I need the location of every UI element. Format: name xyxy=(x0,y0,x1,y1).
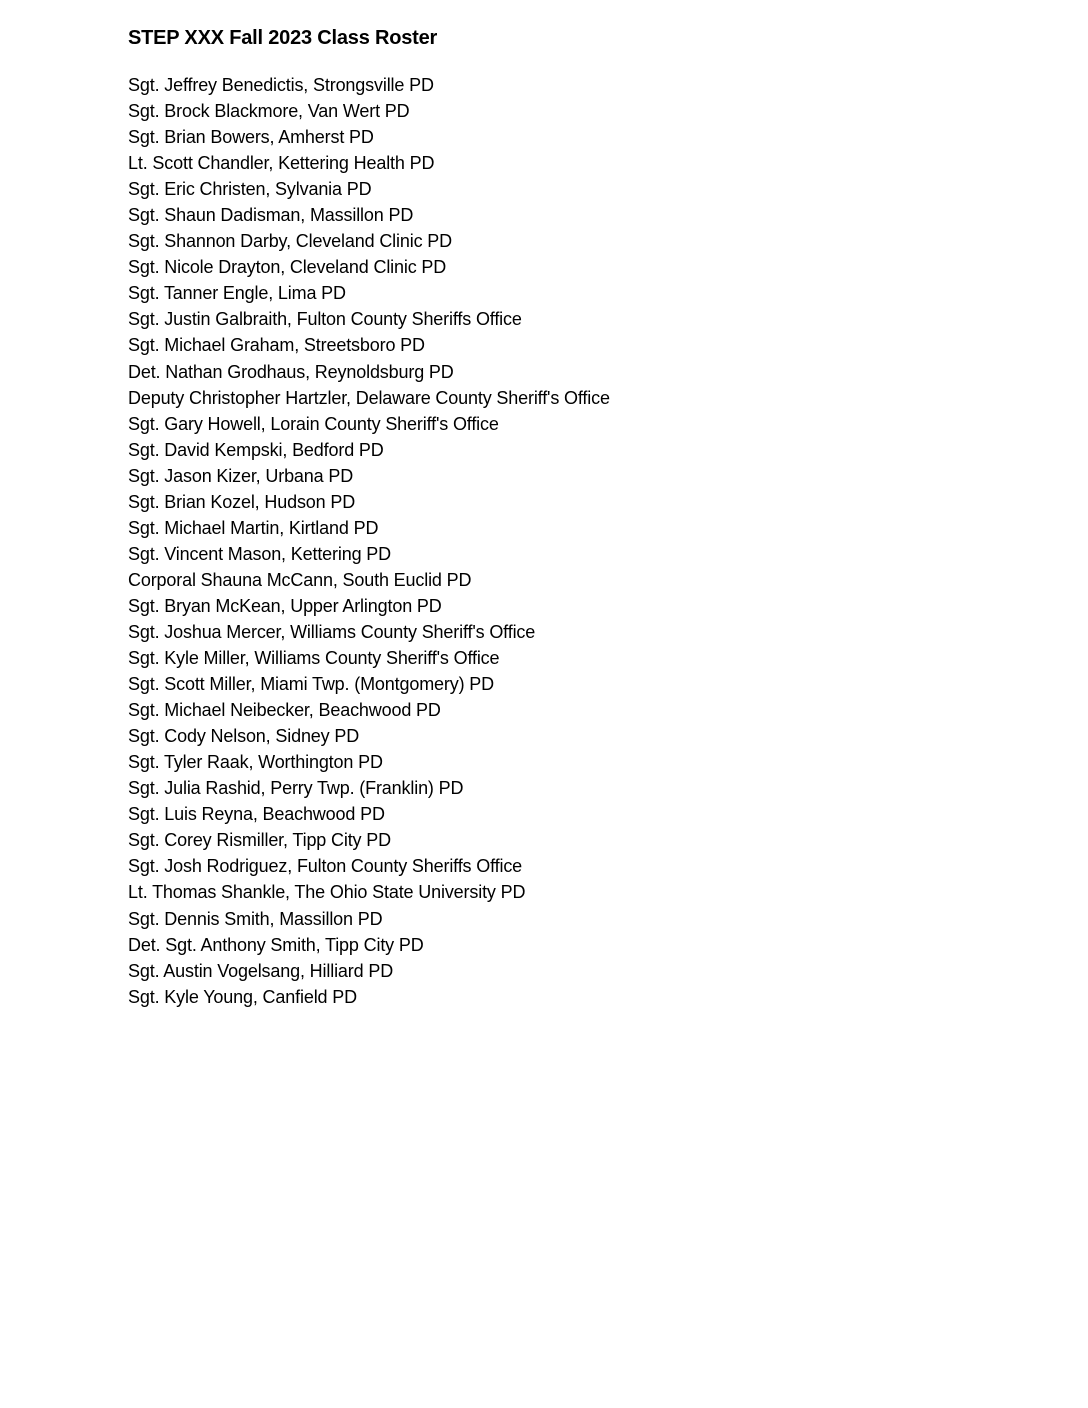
roster-item: Sgt. Bryan McKean, Upper Arlington PD xyxy=(128,595,442,616)
roster-item: Sgt. Michael Martin, Kirtland PD xyxy=(128,517,379,538)
roster-item: Sgt. Cody Nelson, Sidney PD xyxy=(128,726,360,747)
roster-item: Sgt. Julia Rashid, Perry Twp. (Franklin) PD xyxy=(128,778,464,799)
roster-item: Det. Sgt. Anthony Smith, Tipp City PD xyxy=(128,934,424,955)
roster-item: Sgt. Michael Graham, Streetsboro PD xyxy=(128,335,425,356)
roster-item: Det. Nathan Grodhaus, Reynoldsburg PD xyxy=(128,361,454,382)
roster-item: Sgt. Eric Christen, Sylvania PD xyxy=(128,179,372,200)
roster-item: Sgt. David Kempski, Bedford PD xyxy=(128,439,384,460)
page-title: STEP XXX Fall 2023 Class Roster xyxy=(128,27,438,49)
roster-item: Sgt. Luis Reyna, Beachwood PD xyxy=(128,804,385,825)
roster-item: Deputy Christopher Hartzler, Delaware County Sheriff's Office xyxy=(128,387,610,408)
roster-item: Sgt. Brian Bowers, Amherst PD xyxy=(128,127,374,148)
roster-item: Corporal Shauna McCann, South Euclid PD xyxy=(128,569,472,590)
roster-item: Sgt. Josh Rodriguez, Fulton County Sheriffs Office xyxy=(128,856,523,877)
roster-item: Sgt. Dennis Smith, Massillon PD xyxy=(128,908,383,929)
roster-item: Sgt. Brock Blackmore, Van Wert PD xyxy=(128,101,410,122)
roster-item: Lt. Thomas Shankle, The Ohio State University PD xyxy=(128,882,526,903)
roster-item: Sgt. Corey Rismiller, Tipp City PD xyxy=(128,830,391,851)
roster-item: Sgt. Justin Galbraith, Fulton County Sheriffs Office xyxy=(128,309,522,330)
roster-list xyxy=(128,72,610,1010)
roster-item: Sgt. Vincent Mason, Kettering PD xyxy=(128,543,392,564)
roster-item: Sgt. Michael Neibecker, Beachwood PD xyxy=(128,700,441,721)
roster-item: Sgt. Nicole Drayton, Cleveland Clinic PD xyxy=(128,257,447,278)
roster-item: Sgt. Shaun Dadisman, Massillon PD xyxy=(128,205,414,226)
roster-item: Sgt. Jason Kizer, Urbana PD xyxy=(128,465,354,486)
roster-item: Sgt. Kyle Young, Canfield PD xyxy=(128,986,357,1007)
roster-item: Sgt. Kyle Miller, Williams County Sheriff's Office xyxy=(128,648,500,669)
roster-item: Sgt. Brian Kozel, Hudson PD xyxy=(128,491,356,512)
roster-item: Sgt. Jeffrey Benedictis, Strongsville PD xyxy=(128,75,434,95)
roster-item: Sgt. Tyler Raak, Worthington PD xyxy=(128,752,383,773)
roster-item: Lt. Scott Chandler, Kettering Health PD xyxy=(128,153,435,174)
roster-item: Sgt. Austin Vogelsang, Hilliard PD xyxy=(128,960,394,981)
roster-item: Sgt. Gary Howell, Lorain County Sheriff's Office xyxy=(128,413,499,434)
roster-item: Sgt. Tanner Engle, Lima PD xyxy=(128,283,346,304)
roster-item: Sgt. Shannon Darby, Cleveland Clinic PD xyxy=(128,231,452,252)
roster-item: Sgt. Scott Miller, Miami Twp. (Montgomery) PD xyxy=(128,674,495,695)
roster-item: Sgt. Joshua Mercer, Williams County Sheriff's Office xyxy=(128,621,536,642)
